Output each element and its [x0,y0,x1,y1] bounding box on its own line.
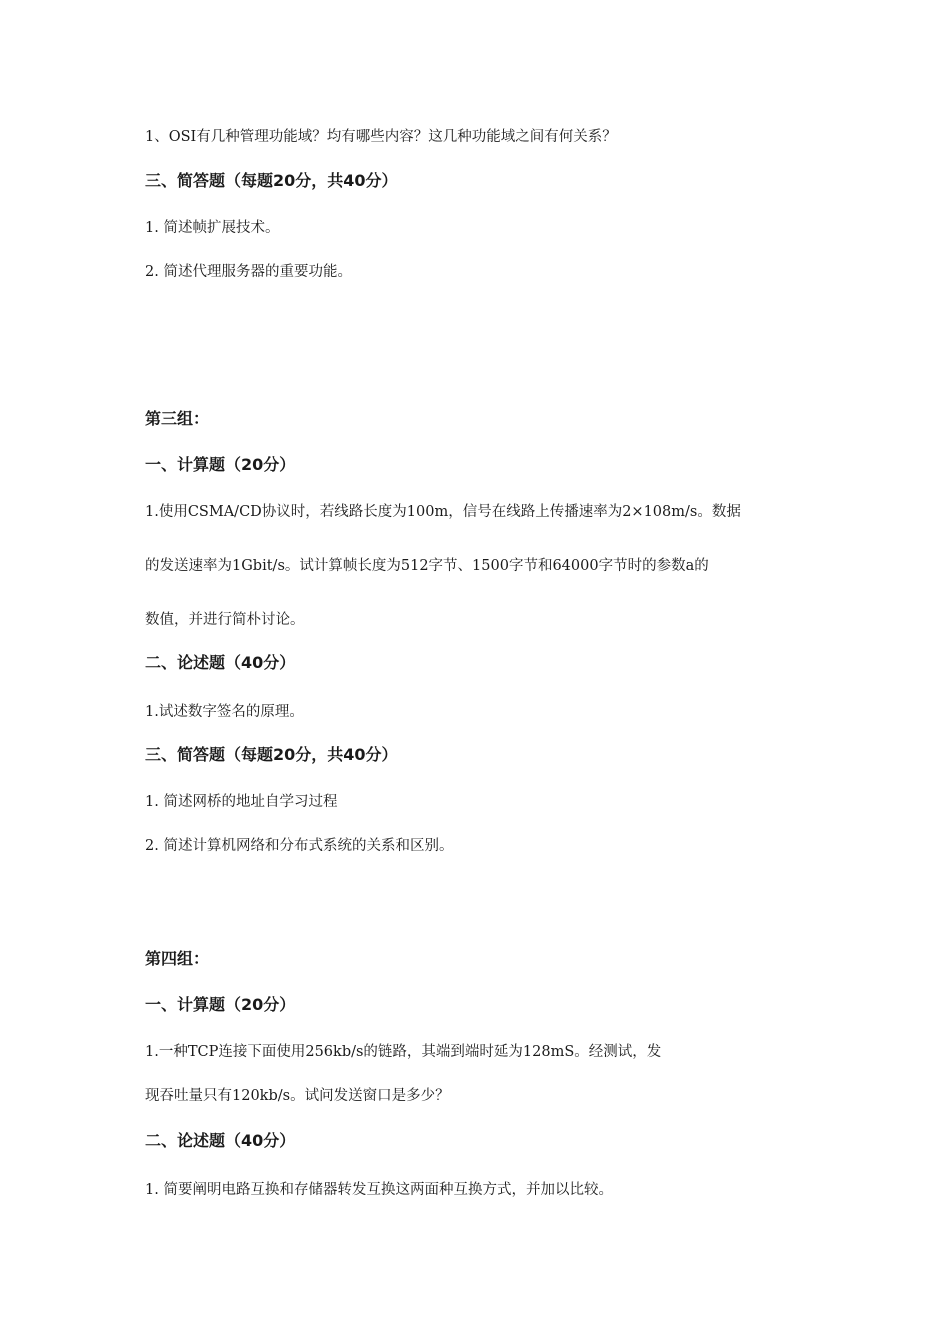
short-answer-q1: 1. 简述帧扩展技术。 [145,220,280,236]
section-heading-essay: 二、论述题（40分） [145,653,296,672]
short-answer-q2: 2. 简述计算机网络和分布式系统的关系和区别。 [145,838,454,854]
short-answer-q1: 1. 简述网桥的地址自学习过程 [145,794,338,810]
essay-q1: 1.试述数字签名的原理。 [145,704,304,720]
calc-q1-line2: 的发送速率为1Gbit/s。试计算帧长度为512字节、1500字节和64000字节时的参数a的 [145,558,709,574]
calc-q1-line3: 数值，并进行简朴讨论。 [145,612,305,628]
calc-q1-line1: 1.一种TCP连接下面使用256kb/s的链路，其端到端时延为128mS。经测试，发 [145,1044,662,1060]
short-answer-q2: 2. 简述代理服务器的重要功能。 [145,264,352,280]
section-heading-essay: 二、论述题（40分） [145,1131,296,1150]
calc-q1-line1: 1.使用CSMA/CD协议时，若线路长度为100m，信号在线路上传播速率为2×108m/s。数据 [145,504,741,520]
group-title-4: 第四组： [145,949,210,968]
question-osi-management: 1、OSI有几种管理功能域？均有哪些内容？这几种功能域之间有何关系？ [145,129,617,145]
section-heading-short-answer: 三、简答题（每题20分，共40分） [145,171,398,190]
essay-q1: 1. 简要阐明电路互换和存储器转发互换这两面种互换方式，并加以比较。 [145,1182,613,1198]
group-title-3: 第三组： [145,409,210,428]
calc-q1-line2: 现吞吐量只有120kb/s。试问发送窗口是多少？ [145,1088,450,1104]
section-heading-calculation: 一、计算题（20分） [145,455,296,474]
section-heading-calculation: 一、计算题（20分） [145,995,296,1014]
section-heading-short-answer: 三、简答题（每题20分，共40分） [145,745,398,764]
